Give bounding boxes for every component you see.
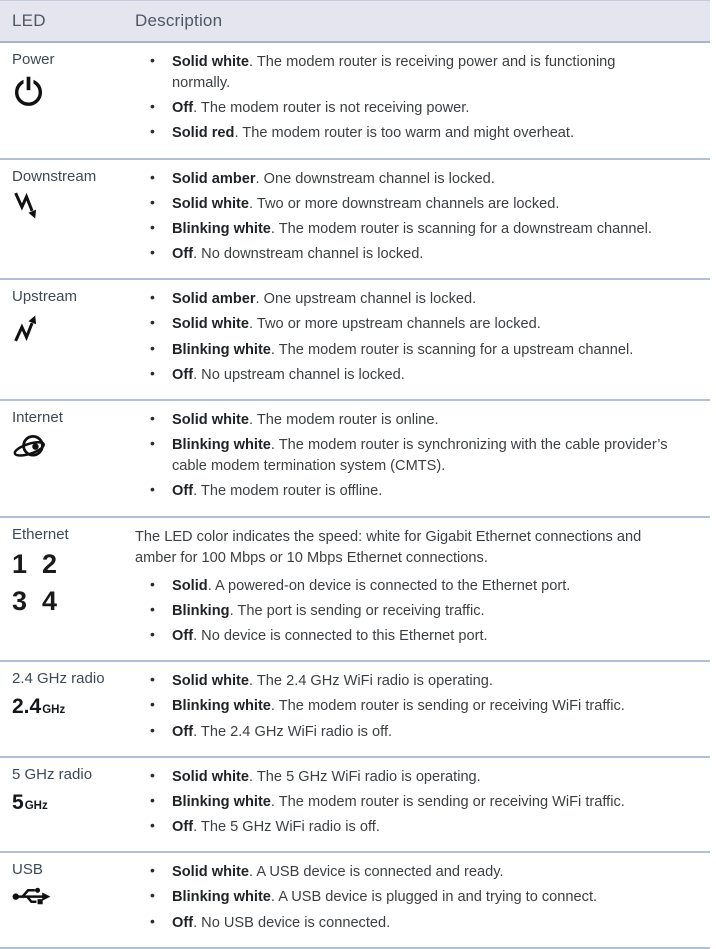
led-state-name: Solid red: [172, 125, 235, 142]
led-cell: [0, 166, 135, 270]
led-state-description: . No upstream channel is locked.: [193, 366, 405, 383]
led-cell: [0, 859, 135, 937]
ghz-big-text: 2.4: [12, 695, 42, 719]
port-number-1: 1: [12, 548, 28, 579]
led-state-description: . The modem router is not receiving power.: [193, 100, 470, 117]
header-description: Description: [135, 11, 223, 30]
led-state-description: . The 5 GHz WiFi radio is off.: [193, 819, 380, 836]
led-cell: [0, 524, 135, 652]
bullet-icon: •: [150, 721, 155, 738]
led-state-item: [135, 862, 710, 883]
led-label: Downstream: [12, 167, 97, 185]
led-state-item: [135, 219, 710, 240]
description-cell: [135, 286, 710, 390]
usb-icon: [12, 884, 135, 907]
led-state-name: Off: [172, 914, 194, 931]
description-cell: [135, 668, 710, 746]
led-state-description: . One upstream channel is locked.: [255, 291, 477, 308]
led-state-name: Solid white: [172, 768, 250, 785]
led-state-description: . No USB device is connected.: [193, 914, 391, 931]
description-cell: [135, 49, 710, 149]
table-row-downstream: [0, 160, 710, 281]
port-number-4: 4: [42, 585, 58, 616]
led-state-description: . Two or more upstream channels are locked.: [249, 316, 541, 333]
ethernet-intro-text: The LED color indicates the speed: white for Gigabit Ethernet connections and amber for 100 Mbps or 10 Mbps Ethernet connections.: [135, 528, 642, 566]
led-cell: [0, 286, 135, 390]
led-label: USB: [12, 861, 43, 879]
led-state-item: [135, 722, 710, 743]
led-state-item: [135, 887, 710, 908]
led-label: 2.4 GHz radio: [12, 670, 105, 688]
led-state-name: Off: [172, 819, 194, 836]
led-state-description: . One downstream channel is locked.: [255, 170, 495, 187]
led-state-item: [135, 696, 710, 717]
led-state-item: [135, 792, 710, 813]
bullet-icon: •: [150, 626, 155, 643]
bullet-icon: •: [150, 912, 155, 929]
led-state-description: . A USB device is plugged in and trying to connect.: [270, 889, 598, 906]
led-state-item: [135, 817, 710, 838]
led-state-description: . A powered-on device is connected to the Ethernet port.: [207, 577, 571, 594]
table-row-upstream: [0, 280, 710, 401]
led-state-item: [135, 481, 710, 502]
table-row-usb: [0, 853, 710, 948]
description-cell: [135, 764, 710, 842]
led-state-name: Solid white: [172, 195, 250, 212]
led-state-description: . The modem router is online.: [249, 411, 439, 428]
downstream-arrow-icon: [12, 191, 135, 223]
bullet-icon: •: [150, 52, 155, 68]
upstream-arrow-icon: [12, 311, 135, 343]
led-state-item: [135, 671, 710, 692]
ghz-small-text: GHz: [24, 799, 48, 812]
led-state-description: . The 5 GHz WiFi radio is operating.: [249, 768, 481, 785]
header-led: LED: [12, 11, 46, 30]
led-state-description: . The port is sending or receiving traffic.: [229, 602, 485, 619]
bullet-icon: •: [150, 481, 155, 498]
led-state-description: . No device is connected to this Ethernet port.: [193, 628, 488, 645]
led-state-name: Blinking: [172, 602, 230, 619]
bullet-icon: •: [150, 575, 155, 592]
led-state-name: Solid white: [172, 864, 250, 881]
bullet-icon: •: [150, 123, 155, 140]
led-state-name: Solid amber: [172, 291, 256, 308]
led-state-item: [135, 626, 710, 647]
led-state-item: [135, 410, 710, 431]
bullet-icon: •: [150, 244, 155, 261]
table-row-5ghz: [0, 758, 710, 853]
bullet-icon: •: [150, 364, 155, 381]
ghz-small-text: GHz: [42, 704, 66, 717]
led-state-item: [135, 169, 710, 190]
bullet-icon: •: [150, 168, 155, 185]
led-state-item: [135, 913, 710, 934]
bullet-icon: •: [150, 696, 155, 713]
led-state-description: . The modem router is sending or receiving WiFi traffic.: [270, 793, 625, 810]
led-state-item: [135, 576, 710, 597]
led-state-description: . The modem router is receiving power and is functioning normally.: [172, 54, 616, 92]
led-state-item: [135, 52, 710, 94]
bullet-icon: •: [150, 766, 155, 783]
table-row-ethernet: [0, 518, 710, 663]
led-state-name: Solid: [172, 577, 208, 594]
led-state-item: [135, 601, 710, 622]
table-row-power: [0, 43, 710, 160]
led-state-description: . The 2.4 GHz WiFi radio is off.: [193, 723, 393, 740]
led-label: Power: [12, 51, 55, 68]
led-state-item: [135, 98, 710, 119]
led-label: Internet: [12, 408, 63, 426]
wifi-2-4ghz-wordmark: [12, 695, 135, 719]
led-state-description: . The modem router is too warm and might overheat.: [234, 125, 575, 142]
led-state-name: Off: [172, 483, 194, 500]
port-number-3: 3: [12, 585, 28, 616]
led-state-description: . The modem router is offline.: [193, 483, 383, 500]
table-row-2-4ghz: [0, 662, 710, 757]
led-state-description: . No downstream channel is locked.: [193, 246, 424, 263]
led-label: Upstream: [12, 288, 78, 306]
description-cell: [135, 524, 710, 652]
bullet-icon: •: [150, 193, 155, 210]
bullet-icon: •: [150, 671, 155, 688]
bullet-icon: •: [150, 339, 155, 356]
led-state-description: . The 2.4 GHz WiFi radio is operating.: [249, 673, 493, 690]
bullet-icon: •: [150, 817, 155, 834]
led-state-item: [135, 244, 710, 265]
table-header: [0, 0, 710, 43]
bullet-icon: •: [150, 435, 155, 452]
led-state-name: Off: [172, 366, 194, 383]
led-state-name: Solid white: [172, 54, 250, 70]
power-icon: [12, 74, 135, 108]
led-cell: [0, 764, 135, 842]
led-state-item: [135, 767, 710, 788]
led-label: 5 GHz radio: [12, 765, 93, 783]
led-state-name: Blinking white: [172, 437, 271, 454]
led-state-description: . Two or more downstream channels are locked.: [249, 195, 560, 212]
led-state-name: Solid white: [172, 673, 250, 690]
description-cell: [135, 166, 710, 270]
bullet-icon: •: [150, 791, 155, 808]
bullet-icon: •: [150, 409, 155, 426]
led-state-description: . The modem router is scanning for a upstream channel.: [270, 341, 634, 358]
wifi-5ghz-wordmark: [12, 791, 135, 815]
led-state-item: [135, 365, 710, 386]
led-state-name: Blinking white: [172, 889, 271, 906]
led-state-name: Solid white: [172, 316, 250, 333]
ghz-big-text: 5: [12, 790, 24, 814]
led-state-name: Blinking white: [172, 793, 271, 810]
led-state-name: Off: [172, 100, 194, 117]
port-number-2: 2: [42, 548, 58, 579]
led-state-description: . The modem router is sending or receiving WiFi traffic.: [270, 698, 625, 715]
led-state-item: [135, 340, 710, 361]
led-state-name: Solid white: [172, 411, 250, 428]
description-cell: [135, 859, 710, 937]
led-state-item: [135, 123, 710, 144]
led-label: Ethernet: [12, 525, 69, 543]
bullet-icon: •: [150, 218, 155, 235]
led-state-description: . The modem router is synchronizing with the cable provider’s cable modem termination system (CMTS).: [172, 437, 668, 475]
led-state-item: [135, 435, 710, 477]
table-row-internet: [0, 401, 710, 518]
led-state-name: Solid amber: [172, 170, 256, 187]
bullet-icon: •: [150, 314, 155, 331]
ethernet-port-numbers: [12, 548, 135, 616]
bullet-icon: •: [150, 887, 155, 904]
led-state-description: . The modem router is scanning for a downstream channel.: [270, 220, 652, 237]
led-state-name: Off: [172, 628, 194, 645]
bullet-icon: •: [150, 600, 155, 617]
led-cell: [0, 668, 135, 746]
led-state-name: Blinking white: [172, 698, 271, 715]
led-state-item: [135, 289, 710, 310]
led-state-name: Off: [172, 723, 194, 740]
led-state-description: . A USB device is connected and ready.: [249, 864, 504, 881]
description-cell: [135, 407, 710, 507]
led-state-item: [135, 194, 710, 215]
bullet-icon: •: [150, 98, 155, 115]
led-state-item: [135, 314, 710, 335]
led-cell: [0, 49, 135, 149]
led-state-name: Blinking white: [172, 220, 271, 237]
led-state-name: Blinking white: [172, 341, 271, 358]
led-cell: [0, 407, 135, 507]
internet-globe-icon: [12, 432, 135, 462]
bullet-icon: •: [150, 289, 155, 306]
led-state-name: Off: [172, 246, 194, 263]
bullet-icon: •: [150, 862, 155, 879]
